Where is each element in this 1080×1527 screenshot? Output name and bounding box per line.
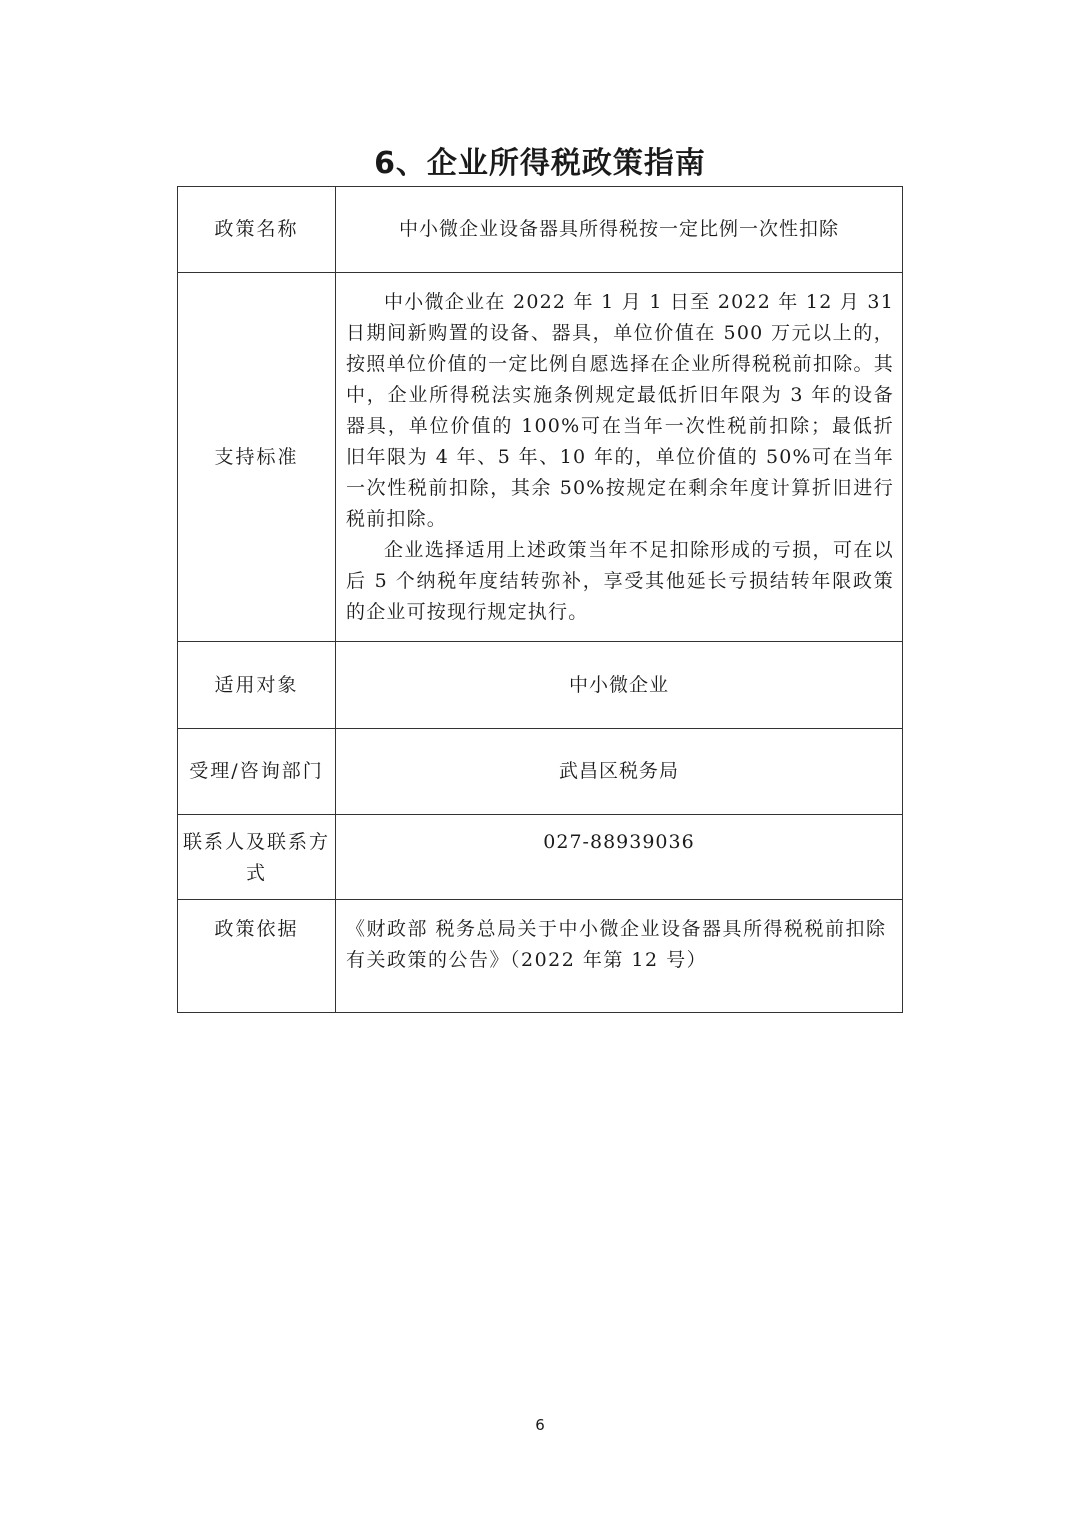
page-title: 6、企业所得税政策指南 — [374, 146, 706, 181]
applicable-target-value: 中小微企业 — [336, 642, 903, 729]
policy-name-value: 中小微企业设备器具所得税按一定比例一次性扣除 — [336, 187, 903, 273]
applicable-target-label: 适用对象 — [178, 642, 336, 729]
support-standard-paragraph: 企业选择适用上述政策当年不足扣除形成的亏损，可在以后 5 个纳税年度结转弥补，享受其他延长亏损结转年限政策的企业可按现行规定执行。 — [346, 538, 894, 623]
contact-value: 027-88939036 — [336, 815, 903, 900]
table-row — [178, 815, 903, 900]
support-standard-paragraph: 中小微企业在 2022 年 1 月 1 日至 2022 年 12 月 31 日期间新购置的设备、器具，单位价值在 500 万元以上的，按照单位价值的一定比例自愿选择在企业所得税税前扣除。其中，企业所得税法实施条例规定最低折旧年限为 3 年的设备器具，单位价值的 100%可在当年一次性税前扣除；最低折旧年限为 4 年、5 年、10 年的，单位价值的 50%可在当年一次性税前扣除，其余 50%按规定在剩余年度计算折旧进行税前扣除。 — [346, 290, 894, 530]
policy-basis-value: 《财政部 税务总局关于中小微企业设备器具所得税税前扣除有关政策的公告》（2022 年第 12 号） — [336, 900, 903, 1013]
department-value: 武昌区税务局 — [336, 729, 903, 815]
support-standard-label: 支持标准 — [178, 273, 336, 642]
table-row — [178, 900, 903, 1013]
contact-label: 联系人及联系方式 — [178, 815, 336, 900]
policy-table — [177, 186, 903, 1013]
page-number: 6 — [535, 1416, 545, 1434]
support-standard-value — [336, 273, 903, 642]
policy-name-label: 政策名称 — [178, 187, 336, 273]
table-row — [178, 729, 903, 815]
policy-basis-label: 政策依据 — [178, 900, 336, 1013]
table-row — [178, 187, 903, 273]
table-row — [178, 642, 903, 729]
table-row — [178, 273, 903, 642]
department-label: 受理/咨询部门 — [178, 729, 336, 815]
